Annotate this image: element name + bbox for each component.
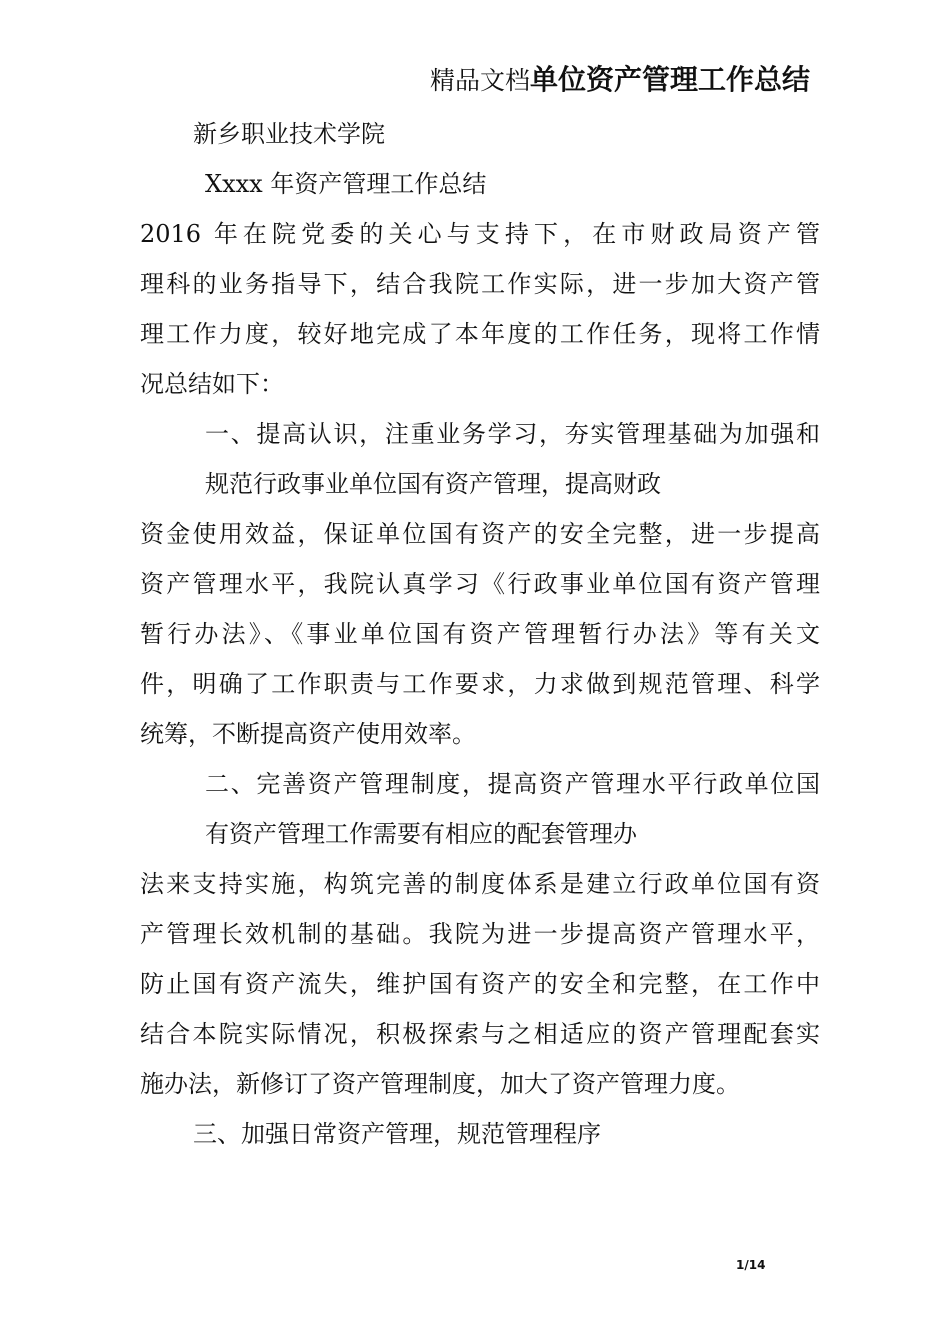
paragraph-line: 资金使用效益，保证单位国有资产的安全完整，进一步提高 [140, 520, 820, 548]
paragraph-line: 防止国有资产流失，维护国有资产的安全和完整，在工作中 [140, 970, 820, 998]
paragraph-line: 法来支持实施，构筑完善的制度体系是建立行政单位国有资 [140, 870, 820, 898]
institution-name: 新乡职业技术学院 [193, 120, 385, 148]
paragraph-line: 暂行办法》、《事业单位国有资产管理暂行办法》等有关文 [140, 620, 820, 648]
paragraph-line: 件，明确了工作职责与工作要求，力求做到规范管理、科学 [140, 670, 820, 698]
page-header [430, 60, 810, 104]
report-subtitle: Xxxx 年资产管理工作总结 [205, 170, 487, 198]
paragraph-line: 施办法，新修订了资产管理制度，加大了资产管理力度。 [140, 1070, 740, 1098]
paragraph-line: 规范行政事业单位国有资产管理，提高财政 [205, 470, 661, 498]
paragraph-line: 理科的业务指导下，结合我院工作实际，进一步加大资产管 [140, 270, 820, 298]
paragraph-line: 结合本院实际情况，积极探索与之相适应的资产管理配套实 [140, 1020, 820, 1048]
section-heading: 一、提高认识，注重业务学习，夯实管理基础为加强和 [205, 420, 820, 448]
page-number: 1/14 [736, 1258, 766, 1272]
section-heading: 二、完善资产管理制度，提高资产管理水平行政单位国 [205, 770, 820, 798]
paragraph-line: 况总结如下： [140, 370, 284, 398]
section-heading: 三、加强日常资产管理，规范管理程序 [193, 1120, 601, 1148]
paragraph-line: 产管理长效机制的基础。我院为进一步提高资产管理水平， [140, 920, 820, 948]
paragraph-line: 理工作力度，较好地完成了本年度的工作任务，现将工作情 [140, 320, 820, 348]
paragraph-line: 资产管理水平，我院认真学习《行政事业单位国有资产管理 [140, 570, 820, 598]
paragraph-line: 2016 年在院党委的关心与支持下，在市财政局资产管 [140, 220, 820, 248]
paragraph-line: 有资产管理工作需要有相应的配套管理办 [205, 820, 637, 848]
paragraph-line: 统筹，不断提高资产使用效率。 [140, 720, 476, 748]
document-title: 单位资产管理工作总结 [529, 63, 810, 96]
header-prefix: 精品文档 [429, 66, 530, 95]
